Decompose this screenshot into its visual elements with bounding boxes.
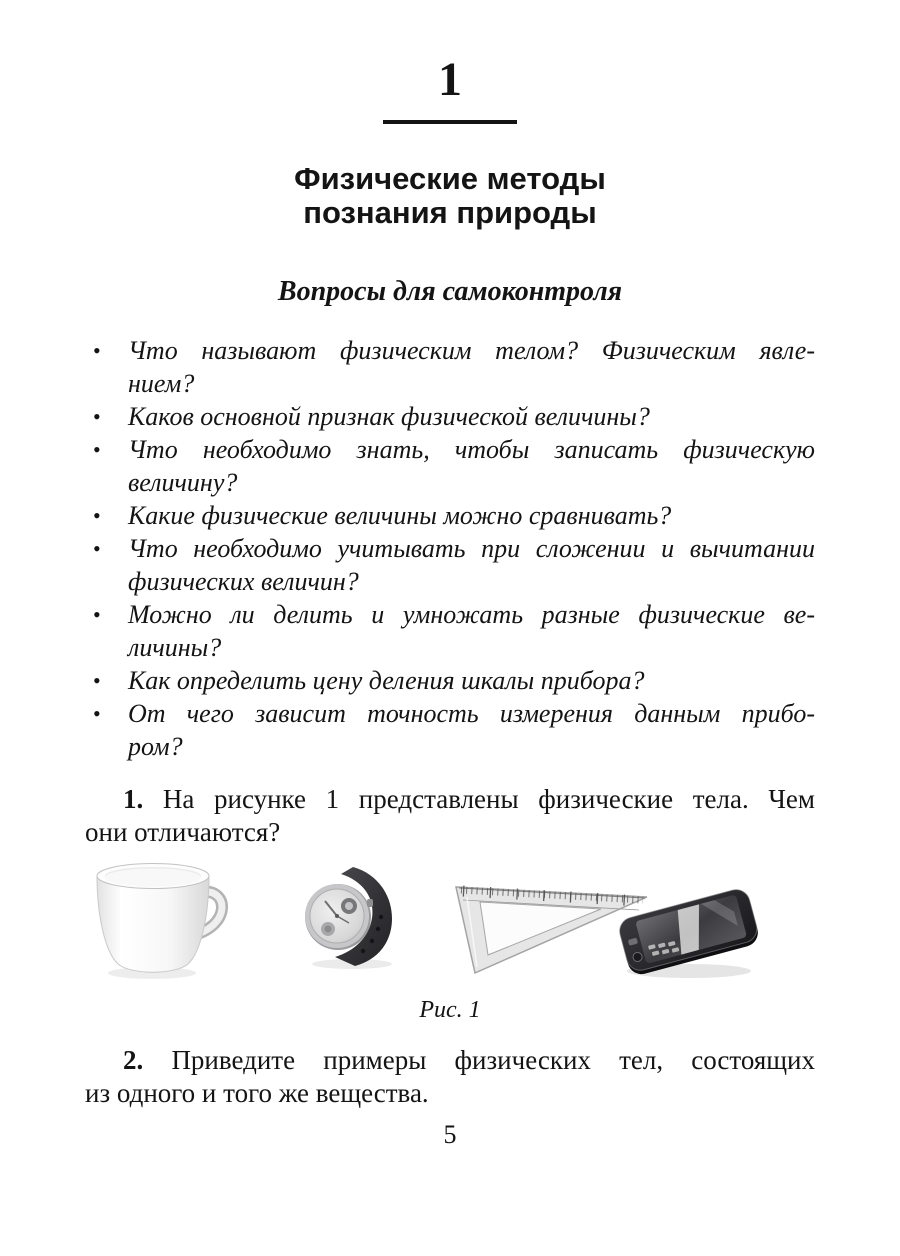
questions-list xyxy=(85,334,815,763)
task-paragraph-1 xyxy=(85,783,815,849)
question-line: Как определить цену деления шкалы прибора? xyxy=(128,666,645,695)
chapter-rule xyxy=(383,120,517,124)
task-2-line-1 xyxy=(85,1044,815,1077)
mug-photo xyxy=(90,859,230,981)
smartphone-photo xyxy=(609,879,767,981)
question-item xyxy=(85,532,815,598)
task-1-line-1 xyxy=(85,783,815,816)
bullet-icon: • xyxy=(93,338,101,363)
figure-1 xyxy=(85,853,815,987)
question-line: Какие физические величины можно сравнивать? xyxy=(128,501,672,530)
task-1-text: На рисунке 1 представлены физические тела. Чем xyxy=(162,784,816,814)
question-item xyxy=(85,334,815,400)
question-text xyxy=(128,334,815,400)
page-title: Физические методы познания природы xyxy=(294,161,606,230)
question-line: Что необходимо знать, чтобы записать физическую xyxy=(128,435,815,464)
question-text xyxy=(128,664,815,697)
task-1-number: 1. xyxy=(123,784,144,814)
question-line: физических величин? xyxy=(128,567,359,596)
question-line: Можно ли делить и умножать разные физические ве- xyxy=(128,600,815,629)
bullet-icon: • xyxy=(93,602,101,627)
book-page xyxy=(0,53,900,1150)
question-line: ром? xyxy=(128,732,183,761)
bullet-icon: • xyxy=(93,668,101,693)
task-2-number: 2. xyxy=(123,1045,144,1075)
question-line: личины? xyxy=(128,633,222,662)
task-paragraph-2 xyxy=(85,1044,815,1110)
question-item xyxy=(85,598,815,664)
bullet-icon: • xyxy=(93,701,101,726)
bullet-icon: • xyxy=(93,503,101,528)
question-line: Каков основной признак физической величины? xyxy=(128,402,650,431)
question-text xyxy=(128,598,815,664)
question-line: От чего зависит точность измерения данным прибо- xyxy=(128,699,815,728)
wristwatch-photo xyxy=(297,861,403,971)
section-subtitle: Вопросы для самоконтроля xyxy=(277,276,623,307)
question-text xyxy=(128,697,815,763)
question-text xyxy=(128,532,815,598)
bullet-icon: • xyxy=(93,536,101,561)
chapter-number: 1 xyxy=(438,53,462,106)
question-item xyxy=(85,697,815,763)
question-line: Что необходимо учитывать при сложении и вычитании xyxy=(128,534,815,563)
task-2-text: Приведите примеры физических тел, состоящих xyxy=(171,1045,815,1075)
bullet-icon: • xyxy=(93,404,101,429)
bullet-icon: • xyxy=(93,437,101,462)
question-line: величину? xyxy=(128,468,238,497)
question-text xyxy=(128,499,815,532)
figure-caption: Рис. 1 xyxy=(419,997,481,1023)
question-item xyxy=(85,433,815,499)
question-item xyxy=(85,499,815,532)
question-line: Что называют физическим телом? Физическим явле- xyxy=(128,336,815,365)
question-item xyxy=(85,400,815,433)
page-number: 5 xyxy=(443,1120,457,1149)
question-text xyxy=(128,433,815,499)
task-2-line-2: из одного и того же вещества. xyxy=(85,1078,429,1108)
question-text xyxy=(128,400,815,433)
question-line: нием? xyxy=(128,369,195,398)
question-item xyxy=(85,664,815,697)
task-1-line-2: они отличаются? xyxy=(85,817,281,847)
